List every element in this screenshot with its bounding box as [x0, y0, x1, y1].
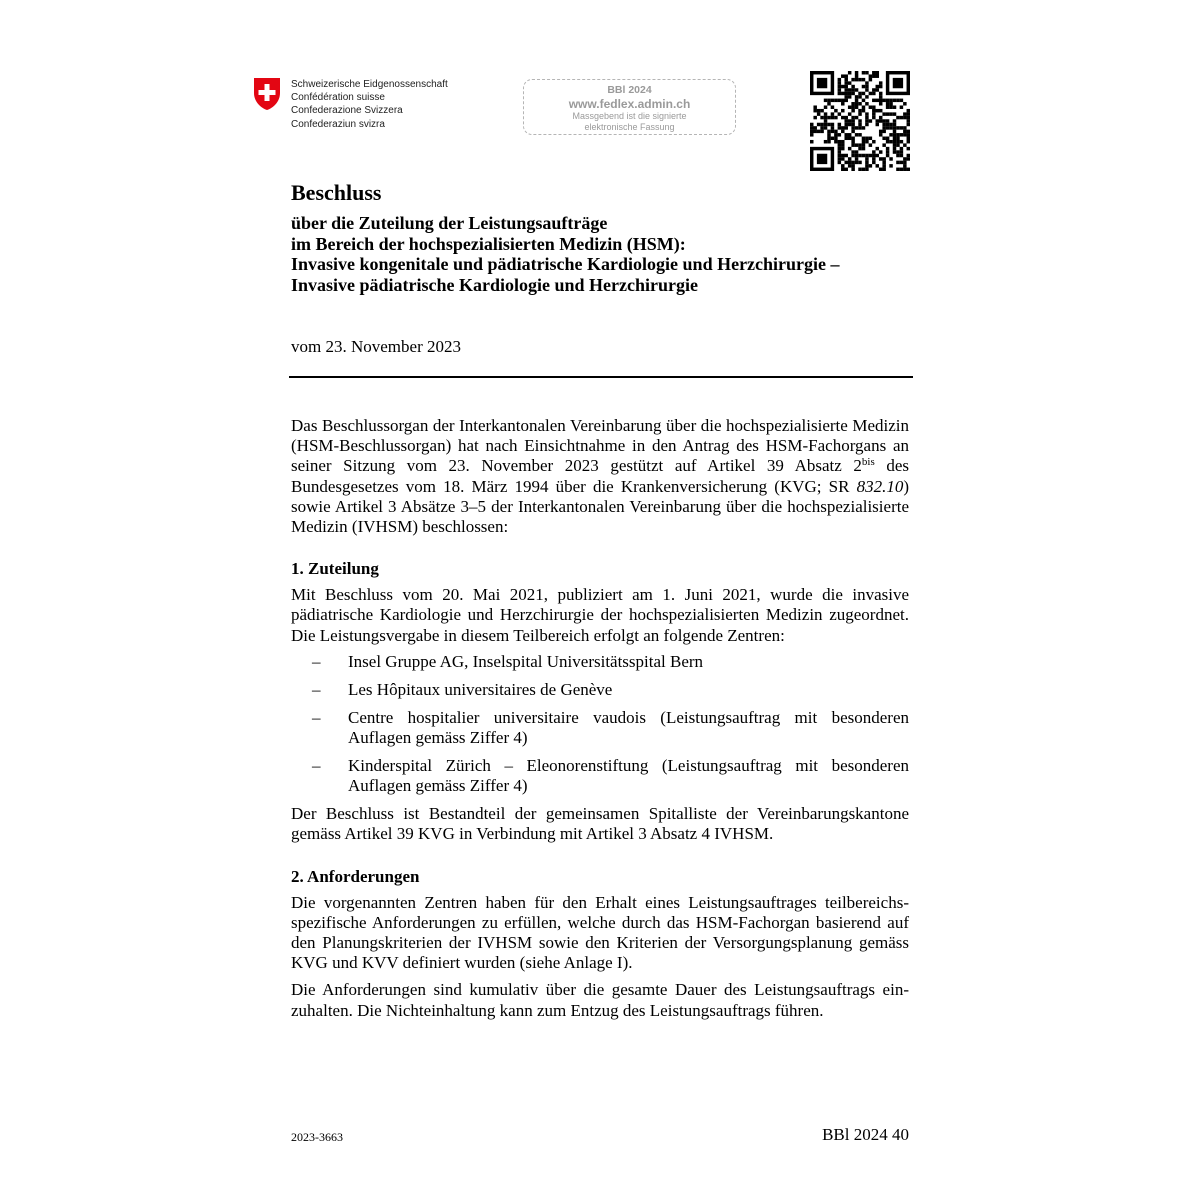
section-2-heading: 2. Anforderungen: [291, 866, 420, 886]
subtitle-line: Invasive kongenitale und pädiatrische Kardiologie und Herzchirurgie –: [291, 254, 840, 274]
list-item-text: Centre hospitalier universitaire vaudois (Leistungsauftrag mit besonderen Auflagen gemäss Ziffer 4): [348, 707, 909, 748]
section-1-heading: 1. Zuteilung: [291, 559, 379, 579]
document-number: 2023-3663: [291, 1130, 343, 1144]
confederation-line-de: Schweizerische Eidgenossenschaft: [291, 79, 448, 90]
list-item: [291, 756, 909, 796]
list-dash: –: [312, 679, 321, 699]
stamp-bbl: BBl 2024: [607, 84, 652, 96]
list-dash: –: [312, 756, 321, 776]
section-1-paragraph: Mit Beschluss vom 20. Mai 2021, publiziert am 1. Juni 2021, wurde die invasive pädiatrische Kardiologie und Herzchirurgie der hochspezialisierten Medizin zugeordnet. Die Leistungsvergabe in diesem Teilbereich erfolgt an folgende Zentren:: [291, 585, 909, 645]
confederation-line-rm: Confederaziun svizra: [291, 118, 385, 130]
intro-paragraph: [291, 416, 909, 537]
sr-number: 832.10: [856, 476, 904, 496]
list-item-text: Kinderspital Zürich – Eleonorenstiftung (Leistungsauftrag mit besonderen Auflagen gemäss Ziffer 4): [348, 756, 909, 796]
title-divider: [289, 376, 913, 378]
document-title: Beschluss: [291, 180, 382, 205]
list-item-text: Insel Gruppe AG, Inselspital Universitätsspital Bern: [348, 651, 704, 671]
list-item: [291, 708, 909, 748]
publication-stamp: [523, 79, 736, 135]
confederation-line-it: Confederazione Svizzera: [291, 105, 403, 117]
confederation-line-fr: Confédération suisse: [291, 92, 385, 104]
swiss-emblem-icon: [253, 77, 281, 111]
list-item: [291, 652, 909, 672]
section-2-paragraph-1: Die vorgenannten Zentren haben für den Erhalt eines Leistungsauftrages teilbereichsspezifische Anforderungen zu erfüllen, welche durch das HSM-Fachorgan basierend auf den Planungskriterien der IVHSM sowie den Kriterien der Versorgungsplanung gemäss KVG und KVV definiert wurden (siehe Anlage I).: [291, 892, 909, 973]
stamp-note-2: elektronische Fassung: [584, 122, 675, 132]
section-1-closing-paragraph: Der Beschluss ist Bestandteil der gemeinsamen Spitalliste der Vereinbarungskantone gemäss Artikel 39 KVG in Verbindung mit Artikel 3 Absatz 4 IVHSM.: [291, 804, 909, 844]
intro-text-2: des Bundesgesetzes vom 18. März 1994 über die Krankenversicherung (KVG; SR: [291, 456, 909, 496]
intro-text-1: Das Beschlussorgan der Interkantonalen Vereinbarung über die hochspezialisierte Medizin (HSM-Beschlussorgan) hat nach Einsichtnahme in den Antrag des HSM-Fachorgans an seiner Sitzung vom 23. November 2023 gestützt auf Artikel 39 Absatz 2: [291, 416, 909, 476]
page-reference: BBl 2024 40: [822, 1125, 909, 1144]
list-item: [291, 680, 909, 700]
qr-code-icon: [810, 71, 910, 171]
document-date: vom 23. November 2023: [291, 337, 461, 356]
subtitle-line: über die Zuteilung der Leistungsaufträge: [291, 213, 608, 233]
intro-text-3: ) sowie Artikel 3 Absätze 3–5 der Interkantonalen Vereinbarung über die hochspezialisierte Medizin (IVHSM) beschlossen:: [291, 476, 909, 537]
stamp-note-1: Massgebend ist die signierte: [572, 111, 687, 121]
list-dash: –: [312, 651, 321, 671]
confederation-wordmark: [291, 78, 521, 131]
document-subtitle: [291, 213, 931, 295]
intro-superscript: bis: [861, 456, 875, 469]
subtitle-line: im Bereich der hochspezialisierten Medizin (HSM):: [291, 233, 686, 254]
centers-list: [291, 652, 909, 797]
list-dash: –: [312, 707, 321, 727]
section-2-paragraph-2: Die Anforderungen sind kumulativ über die gesamte Dauer des Leistungsauftrags einzuhalten. Die Nichteinhaltung kann zum Entzug des Leistungsauftrags führen.: [291, 980, 909, 1020]
document-body: [291, 416, 909, 1021]
stamp-url: www.fedlex.admin.ch: [568, 97, 691, 111]
list-item-text: Les Hôpitaux universitaires de Genève: [348, 679, 613, 699]
subtitle-line: Invasive pädiatrische Kardiologie und Herzchirurgie: [291, 274, 698, 295]
